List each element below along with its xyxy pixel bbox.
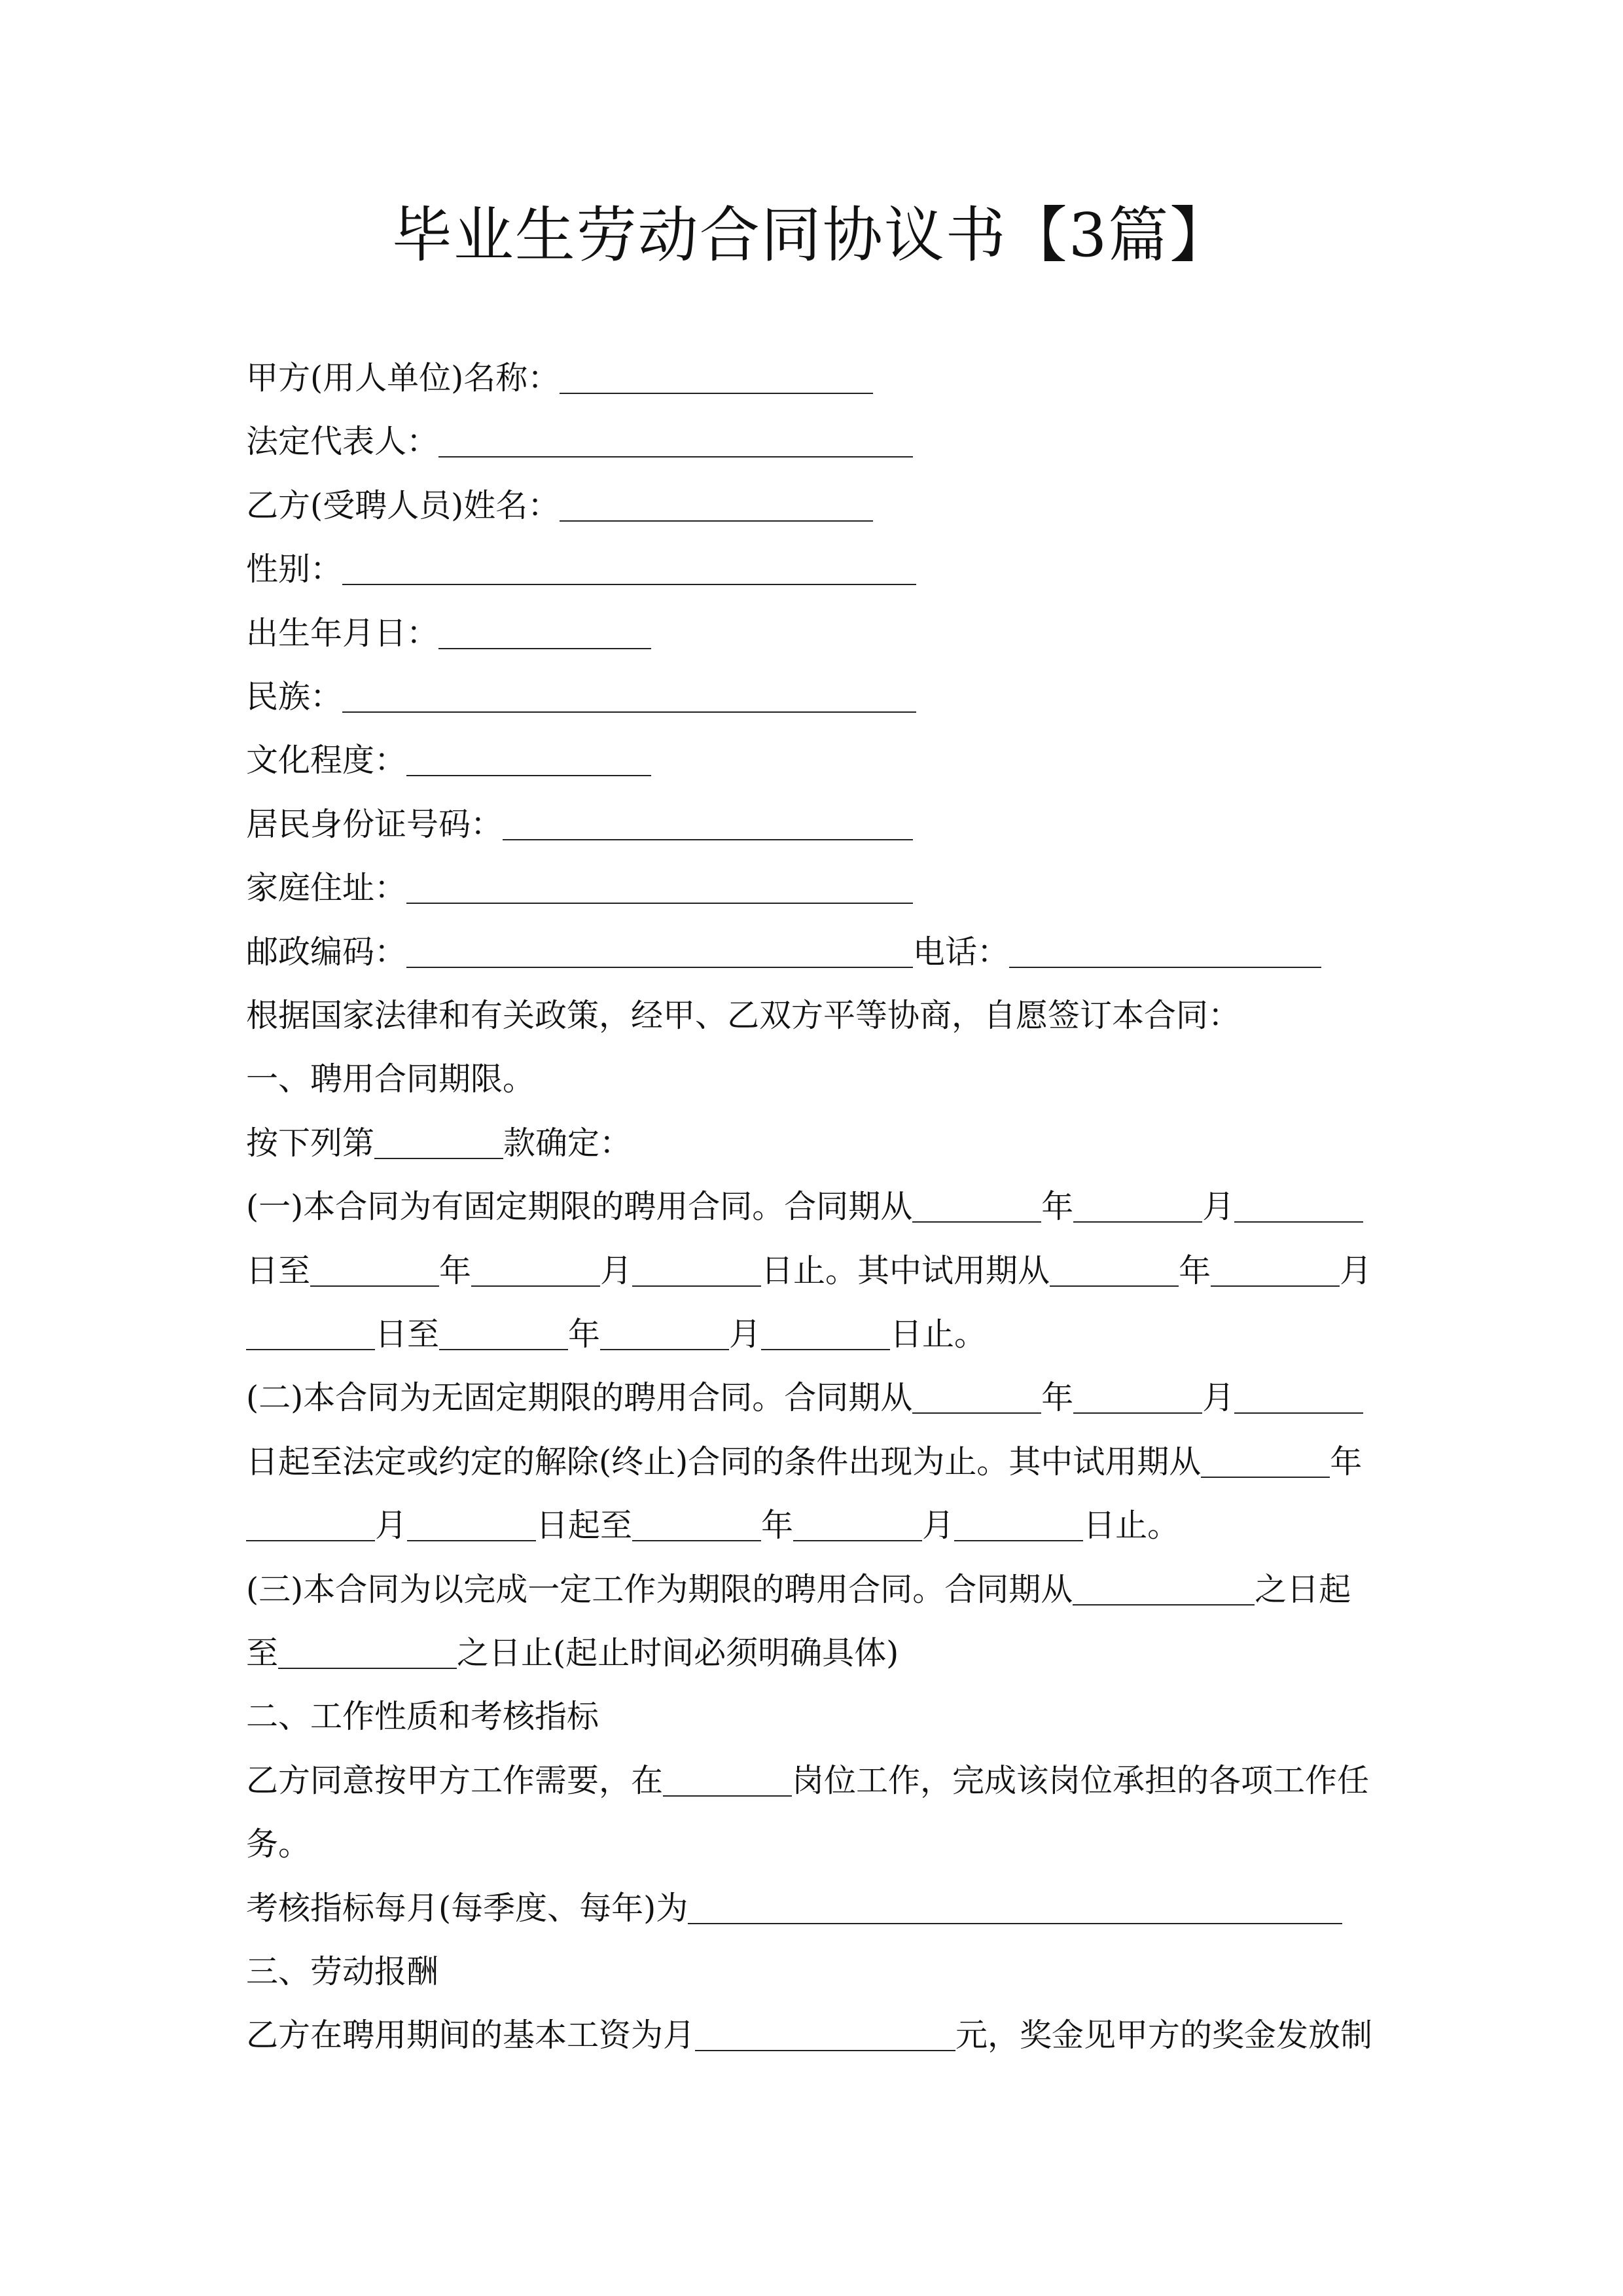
blank-field[interactable] <box>688 1882 1342 1924</box>
blank-field[interactable] <box>912 1181 1041 1223</box>
text: 月 <box>729 1316 762 1353</box>
blank-field[interactable] <box>439 1308 568 1350</box>
blank-field[interactable] <box>663 1755 792 1797</box>
field-ethnicity <box>246 665 1378 728</box>
text: 元，奖金见甲方的奖金发放制 <box>955 2017 1373 2054</box>
blank-field[interactable] <box>438 416 913 457</box>
text: 年 <box>1041 1379 1074 1416</box>
field-address <box>246 856 1378 920</box>
blank-field[interactable] <box>560 480 873 522</box>
text: (一)本合同为有固定期限的聘用合同。合同期从 <box>246 1188 913 1225</box>
field-id-number <box>246 793 1378 856</box>
blank-field[interactable] <box>912 1372 1041 1414</box>
salary-line <box>246 2003 1378 2067</box>
section-heading: 一、聘用合同期限。 <box>246 1060 535 1098</box>
section-heading: 二、工作性质和考核指标 <box>246 1698 599 1735</box>
label: 乙方(受聘人员)姓名： <box>246 487 560 524</box>
label: 民族： <box>246 678 343 715</box>
clause-3-line-2 <box>246 1621 1378 1685</box>
text: 日止。其中试用期从 <box>761 1252 1050 1289</box>
blank-field[interactable] <box>342 543 916 585</box>
field-employer-name <box>246 346 1378 410</box>
text: 款确定： <box>503 1124 632 1162</box>
blank-field[interactable] <box>503 798 913 840</box>
blank-field[interactable] <box>438 607 651 649</box>
text: 年 <box>568 1316 601 1353</box>
clause-2-line-1 <box>246 1366 1378 1429</box>
blank-field[interactable] <box>374 1117 503 1159</box>
blank-field[interactable] <box>632 1245 761 1287</box>
work-paragraph-line-2: 务。 <box>246 1825 311 1863</box>
blank-field[interactable] <box>954 1499 1083 1541</box>
blank-field[interactable] <box>632 1499 761 1541</box>
field-education <box>246 728 1378 792</box>
text: 乙方在聘用期间的基本工资为月 <box>246 2017 696 2054</box>
clause-choice <box>246 1111 1378 1175</box>
text: 月 <box>600 1252 633 1289</box>
blank-field[interactable] <box>406 734 651 776</box>
blank-field[interactable] <box>1073 1372 1202 1414</box>
text: 月 <box>375 1507 408 1544</box>
text: 日起至法定或约定的解除(终止)合同的条件出现为止。其中试用期从 <box>246 1443 1202 1480</box>
blank-field[interactable] <box>246 1308 375 1350</box>
text: 年 <box>761 1507 794 1544</box>
field-birth-date <box>246 601 1378 665</box>
text: 至 <box>246 1634 279 1672</box>
label: 家庭住址： <box>246 869 407 906</box>
blank-field[interactable] <box>793 1499 922 1541</box>
text: (二)本合同为无固定期限的聘用合同。合同期从 <box>246 1379 913 1416</box>
text: 日起至 <box>536 1507 633 1544</box>
clause-2-line-3 <box>246 1494 1378 1557</box>
label: 出生年月日： <box>246 615 439 652</box>
label: 法定代表人： <box>246 423 439 460</box>
blank-field[interactable] <box>406 862 913 904</box>
label: 邮政编码： <box>246 933 407 971</box>
blank-field[interactable] <box>1234 1372 1363 1414</box>
blank-field[interactable] <box>406 926 913 968</box>
label: 性别： <box>246 550 343 588</box>
field-gender <box>246 537 1378 601</box>
text: 日至 <box>375 1316 440 1353</box>
field-legal-rep <box>246 410 1378 473</box>
text: 日止。 <box>890 1316 987 1353</box>
label: 居民身份证号码： <box>246 806 503 843</box>
text: 月 <box>1340 1252 1372 1289</box>
blank-field[interactable] <box>560 352 873 394</box>
blank-field[interactable] <box>310 1245 439 1287</box>
blank-field[interactable] <box>1073 1564 1255 1605</box>
text: 考核指标每月(每季度、每年)为 <box>246 1890 688 1927</box>
section-heading: 三、劳动报酬 <box>246 1953 439 1990</box>
clause-2-line-2 <box>246 1430 1378 1494</box>
clause-1-line-2 <box>246 1239 1378 1302</box>
blank-field[interactable] <box>761 1308 890 1350</box>
blank-field[interactable] <box>278 1627 457 1669</box>
assessment-line <box>246 1876 1378 1940</box>
text: 日止。 <box>1083 1507 1180 1544</box>
text: 之日止(起止时间必须明确具体) <box>457 1634 899 1672</box>
text: (三)本合同为以完成一定工作为期限的聘用合同。合同期从 <box>246 1571 1073 1608</box>
text: 年 <box>439 1252 472 1289</box>
blank-field[interactable] <box>1201 1436 1330 1478</box>
field-employee-name <box>246 474 1378 537</box>
clause-3-line-1 <box>246 1558 1378 1621</box>
text: 年 <box>1330 1443 1363 1480</box>
label: 甲方(用人单位)名称： <box>246 359 560 397</box>
document-title: 毕业生劳动合同协议书【3篇】 <box>391 200 1232 270</box>
text: 乙方同意按甲方工作需要，在 <box>246 1762 664 1799</box>
text: 之日起 <box>1255 1571 1351 1608</box>
blank-field[interactable] <box>1211 1245 1340 1287</box>
intro-paragraph: 根据国家法律和有关政策，经甲、乙双方平等协商，自愿签订本合同： <box>246 997 1241 1034</box>
label: 电话： <box>913 933 1010 971</box>
text: 月 <box>1202 1379 1235 1416</box>
text: 按下列第 <box>246 1124 375 1162</box>
work-paragraph-line-1 <box>246 1749 1378 1812</box>
blank-field[interactable] <box>1050 1245 1179 1287</box>
clause-1-line-3 <box>246 1302 1378 1366</box>
clause-1-line-1 <box>246 1175 1378 1238</box>
blank-field[interactable] <box>1073 1181 1202 1223</box>
text: 月 <box>922 1507 955 1544</box>
blank-field[interactable] <box>407 1499 536 1541</box>
text: 岗位工作，完成该岗位承担的各项工作任 <box>792 1762 1370 1799</box>
blank-field[interactable] <box>695 2009 955 2051</box>
blank-field[interactable] <box>1234 1181 1363 1223</box>
text: 月 <box>1202 1188 1235 1225</box>
blank-field[interactable] <box>342 671 916 713</box>
blank-field[interactable] <box>246 1499 375 1541</box>
blank-field[interactable] <box>471 1245 600 1287</box>
text: 年 <box>1041 1188 1074 1225</box>
text: 年 <box>1179 1252 1211 1289</box>
blank-field[interactable] <box>600 1308 729 1350</box>
text: 日至 <box>246 1252 311 1289</box>
field-postcode-phone <box>246 920 1378 984</box>
label: 文化程度： <box>246 742 407 779</box>
blank-field[interactable] <box>1009 926 1321 968</box>
